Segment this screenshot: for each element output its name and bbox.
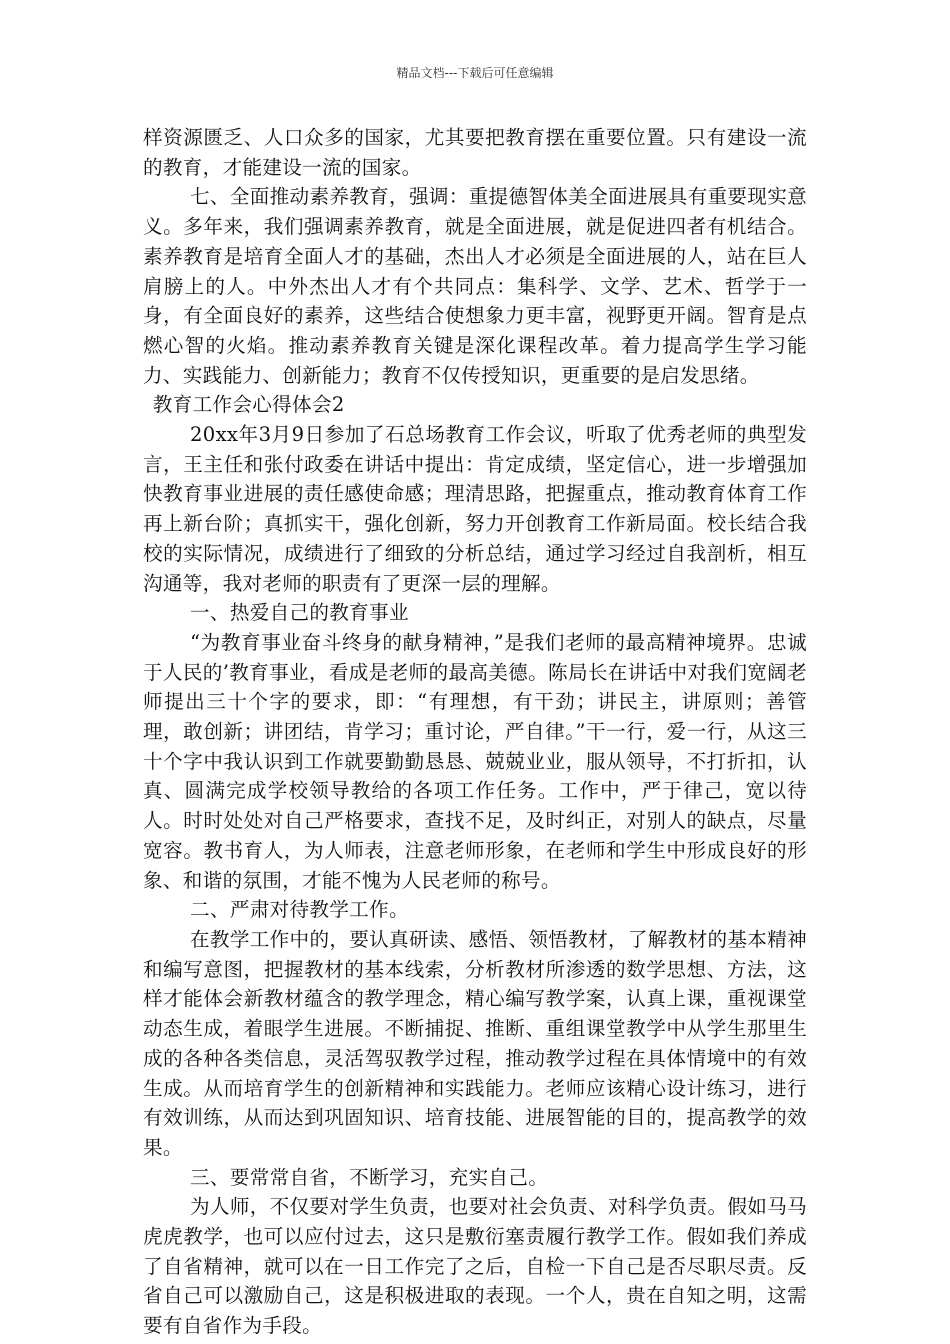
paragraph-intro: 20xx年3月9日参加了石总场教育工作会议，听取了优秀老师的典型发言，王主任和张付政委在讲话中提出：肯定成绩，坚定信心，进一步增强加快教育事业进展的责任感使命感；理清思路，把握重点，推动教育体育工作再上新台阶；真抓实干，强化创新，努力开创教育工作新局面。校长结合我校的实际情况，成绩进行了细致的分析总结，通过学习经过自我剖析，相互沟通等，我对老师的职责有了更深一层的理解。 — [143, 423, 807, 595]
paragraph-section-three: 为人师，不仅要对学生负责，也要对社会负责、对科学负责。假如马马虎虎教学，也可以应付过去，这只是敷衍塞责履行教学工作。假如我们养成了自省精神，就可以在一日工作完了之后，自检一下自己是否尽职尽责。反省自己可以激励自己，这是积极进取的表现。一个人，贵在自知之明，这需要有自省作为手段。 — [143, 1195, 807, 1338]
article-title: 教育工作会心得体会2 — [152, 393, 345, 417]
section-heading-one: 一、热爱自己的教育事业 — [190, 601, 409, 625]
section-heading-two: 二、严肃对待教学工作。 — [190, 898, 409, 922]
page-header: 精品文档---下载后可任意编辑 — [396, 66, 554, 80]
paragraph-section-seven: 七、全面推动素养教育，强调：重提德智体美全面进展具有重要现实意义。多年来，我们强调素养教育，就是全面进展，就是促进四者有机结合。素养教育是培育全面人才的基础，杰出人才必须是全面进展的人，站在巨人肩膀上的人。中外杰出人才有个共同点：集科学、文学、艺术、哲学于一身，有全面良好的素养，这些结合使想象力更丰富，视野更开阔。智育是点燃心智的火焰。推动素养教育关键是深化课程改革。着力提高学生学习能力、实践能力、创新能力；教育不仅传授知识，更重要的是启发思绪。 — [143, 185, 807, 387]
paragraph-continuation: 样资源匮乏、人口众多的国家，尤其要把教育摆在重要位置。只有建设一流的教育，才能建设一流的国家。 — [143, 126, 807, 179]
paragraph-section-one: “为教育事业奋斗终身的献身精神，”是我们老师的最高精神境界。忠诚于人民的’教育事业，看成是老师的最高美德。陈局长在讲话中对我们宽阔老师提出三十个字的要求，即：“有理想，有干劲；讲民主，讲原则；善管理，敢创新；讲团结，肯学习；重讨论，严自律。”干一行，爱一行，从这三十个字中我认识到工作就要勤勤恳恳、兢兢业业，服从领导，不打折扣，认真、圆满完成学校领导教给的各项工作任务。工作中，严于律己，宽以待人。时时处处对自己严格要求，查找不足，及时纠正，对别人的缺点，尽量宽容。教书育人，为人师表，注意老师形象，在老师和学生中形成良好的形象、和谐的氛围，才能不愧为人民老师的称号。 — [143, 630, 807, 892]
paragraph-section-two: 在教学工作中的，要认真研读、感悟、领悟教材，了解教材的基本精神和编写意图，把握教材的基本线索，分析教材所渗透的数学思想、方法，这样才能体会新教材蕴含的教学理念，精心编写教学案，认真上课，重视课堂动态生成，着眼学生进展。不断捕捉、推断、重组课堂教学中从学生那里生成的各种各类信息，灵活驾驭教学过程，推动教学过程在具体情境中的有效生成。从而培育学生的创新精神和实践能力。老师应该精心设计练习，进行有效训练，从而达到巩固知识、培育技能、进展智能的目的，提高教学的效果。 — [143, 927, 807, 1159]
section-heading-three: 三、要常常自省，不断学习，充实自己。 — [190, 1165, 549, 1189]
document-body — [143, 123, 807, 1341]
